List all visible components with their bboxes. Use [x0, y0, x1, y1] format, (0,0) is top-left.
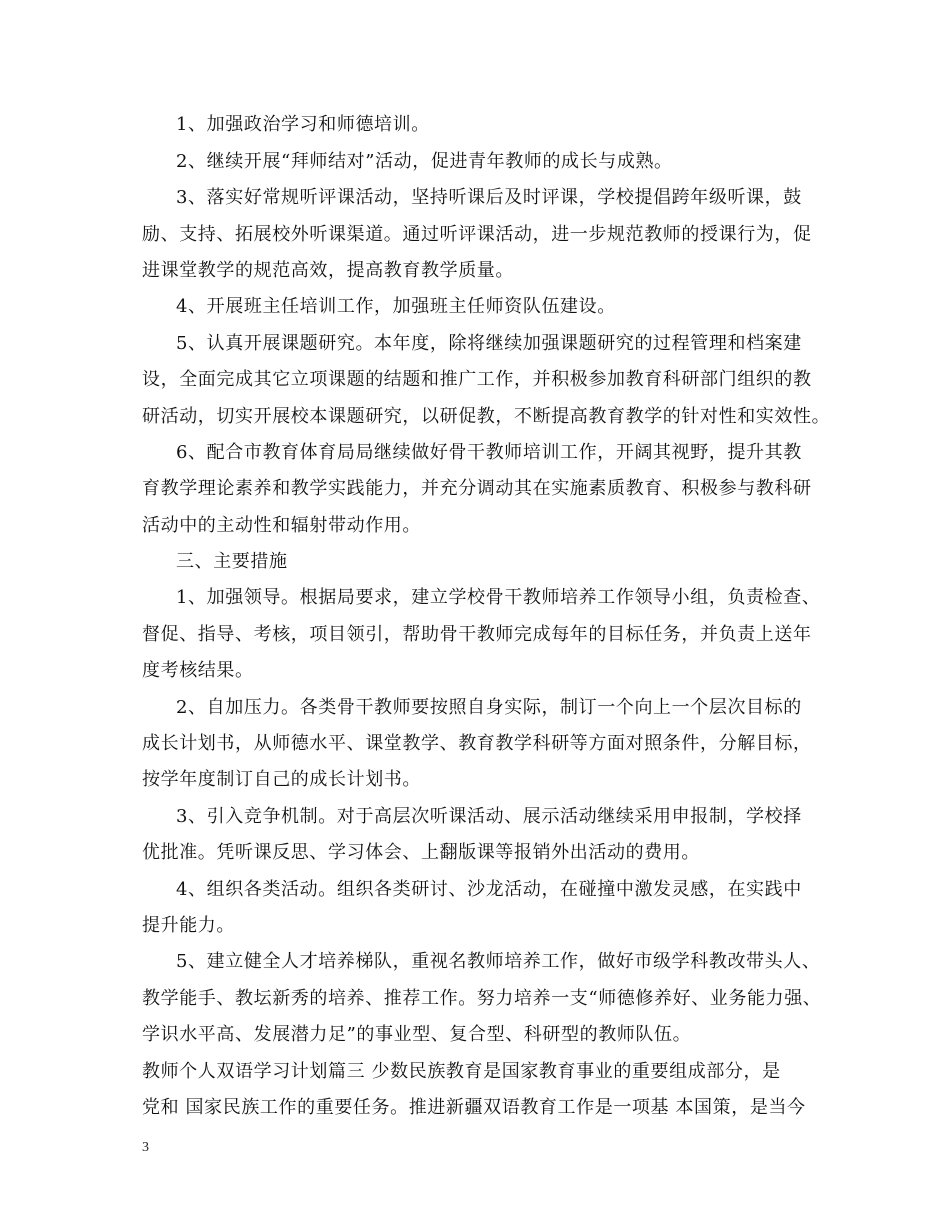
text-line: 度考核结果。: [142, 660, 254, 681]
text-line: 活动中的主动性和辐射带动作用。: [142, 515, 421, 536]
text-line: 励、支持、拓展校外听课渠道。通过听评课活动，进一步规范教师的授课行为，促: [142, 224, 812, 245]
text-line: 4、组织各类活动。组织各类研讨、沙龙活动，在碰撞中激发灵感，在实践中: [176, 879, 802, 900]
text-line: 成长计划书，从师德水平、课堂教学、教育教学科研等方面对照条件，分解目标，: [142, 733, 812, 754]
text-line: 1、加强政治学习和师德培训。: [176, 114, 430, 135]
text-line: 2、继续开展“拜师结对”活动，促进青年教师的成长与成熟。: [176, 151, 673, 172]
text-line: 优批准。凭听课反思、学习体会、上翻版课等报销外出活动的费用。: [142, 842, 700, 863]
text-line: 5、建立健全人才培养梯队，重视名教师培养工作，做好市级学科教改带头人、: [176, 951, 821, 972]
text-line: 进课堂教学的规范高效，提高教育教学质量。: [142, 260, 514, 281]
text-line: 4、开展班主任培训工作，加强班主任师资队伍建设。: [176, 296, 616, 317]
text-line: 督促、指导、考核，项目领引，帮助骨干教师完成每年的目标任务，并负责上送年: [142, 624, 812, 645]
text-line: 3、落实好常规听评课活动，坚持听课后及时评课，学校提倡跨年级听课，鼓: [176, 187, 802, 208]
text-line: 学识水平高、发展潜力足”的事业型、复合型、科研型的教师队伍。: [142, 1024, 692, 1045]
page-number: 3: [142, 1140, 149, 1155]
text-line: 党和 国家民族工作的重要任务。推进新疆双语教育工作是一项基 本国策，是当今: [142, 1097, 806, 1118]
text-line: 3、引入竞争机制。对于高层次听课活动、展示活动继续采用申报制，学校择: [176, 806, 802, 827]
text-line: 6、配合市教育体育局局继续做好骨干教师培训工作，开阔其视野，提升其教: [176, 442, 802, 463]
text-line: 5、认真开展课题研究。本年度，除将继续加强课题研究的过程管理和档案建: [176, 333, 802, 354]
text-line: 提升能力。: [142, 915, 235, 936]
text-line: 设，全面完成其它立项课题的结题和推广工作，并积极参加教育科研部门组织的教: [142, 369, 812, 390]
text-line: 三、主要措施: [176, 551, 288, 572]
text-line: 育教学理论素养和教学实践能力，并充分调动其在实施素质教育、积极参与教科研: [142, 478, 812, 499]
text-line: 教师个人双语学习计划篇三 少数民族教育是国家教育事业的重要组成部分，是: [142, 1061, 781, 1082]
text-line: 教学能手、教坛新秀的培养、推荐工作。努力培养一支“师德修养好、业务能力强、: [142, 988, 822, 1009]
text-line: 研活动，切实开展校本课题研究，以研促教，不断提高教育教学的针对性和实效性。: [142, 406, 831, 427]
text-line: 按学年度制订自己的成长计划书。: [142, 769, 421, 790]
text-line: 1、加强领导。根据局要求，建立学校骨干教师培养工作领导小组，负责检查、: [176, 587, 821, 608]
text-line: 2、自加压力。各类骨干教师要按照自身实际，制订一个向上一个层次目标的: [176, 697, 802, 718]
